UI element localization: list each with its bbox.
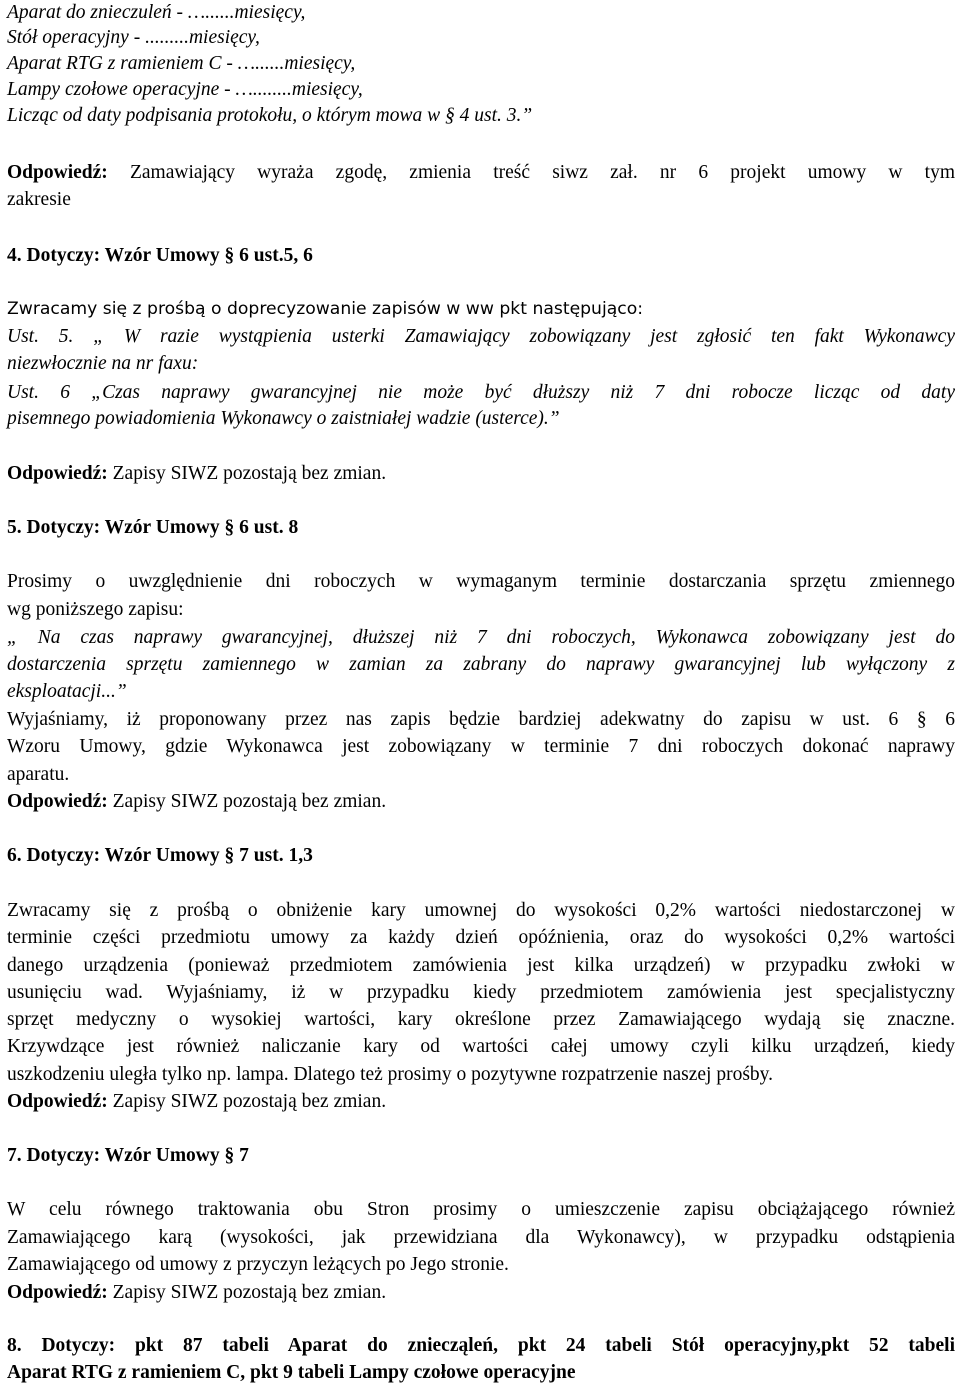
answer-q4 <box>7 460 955 487</box>
q8-heading-line2: Aparat RTG z ramieniem C, pkt 9 tabeli Lampy czołowe operacyjne <box>7 1362 576 1383</box>
answer-q3-line2: zakresie <box>7 189 71 210</box>
q4-intro: Zwracamy się z prośbą o doprecyzowanie zapisów w ww pkt następująco: <box>7 299 644 319</box>
answer-q5 <box>7 788 955 815</box>
list-line-4: Lampy czołowe operacyjne - …........miesięcy, <box>7 79 363 100</box>
list-line-1: Aparat do znieczuleń - …......miesięcy, <box>7 2 306 23</box>
q6-line: terminie części przedmiotu umowy za każdy dzień opóźnienia, oraz do wysokości 0,2% wartości <box>7 927 955 948</box>
list-line-2: Stół operacyjny - .........miesięcy, <box>7 27 260 48</box>
q7-line: Zamawiającego od umowy z przyczyn leżących po Jego stronie. <box>7 1254 509 1275</box>
q6-line: Zwracamy się z prośbą o obniżenie kary umownej do wysokości 0,2% wartości niedostarczonej w <box>7 900 955 921</box>
answer-q6 <box>7 1088 955 1115</box>
answer-text: Zapisy SIWZ pozostają bez zmian. <box>112 1091 387 1112</box>
q6-line: Krzywdzące jest również naliczanie kary od wartości całej umowy czyli kilku urządzeń, kiedy <box>7 1036 955 1057</box>
q5-expl1: Wyjaśniamy, iż proponowany przez nas zapis będzie bardziej adekwatny do zapisu w ust. 6 § 6 <box>7 709 955 730</box>
q7-heading: 7. Dotyczy: Wzór Umowy § 7 <box>7 1145 249 1166</box>
q6-line: usunięciu wad. Wyjaśniamy, iż w przypadku kiedy przedmiotem zamówienia jest specjalistyczny <box>7 982 955 1003</box>
list-line-5: Licząc od daty podpisania protokołu, o którym mowa w § 4 ust. 3.” <box>7 105 533 126</box>
answer-text: Zapisy SIWZ pozostają bez zmian. <box>112 791 387 812</box>
q6-heading: 6. Dotyczy: Wzór Umowy § 7 ust. 1,3 <box>7 845 313 866</box>
q4-heading: 4. Dotyczy: Wzór Umowy § 6 ust.5, 6 <box>7 245 313 266</box>
answer-q7 <box>7 1279 955 1306</box>
answer-q3-text: Zamawiający wyraża zgodę, zmienia treść siwz zał. nr 6 projekt umowy w tym <box>129 162 956 183</box>
q6-line: sprzęt medyczny o wysokiej wartości, kary określone przez Zamawiającego wydają się znaczne. <box>7 1009 955 1030</box>
q6-line: danego urządzenia (ponieważ przedmiotem zamówienia jest kilka urządzeń) w przypadku zwłoki w <box>7 955 955 976</box>
q4-ust6-line1: Ust. 6 „Czas naprawy gwarancyjnej nie może być dłuższy niż 7 dni robocze licząc od daty <box>7 382 955 403</box>
q6-line: uszkodzeniu uległa tylko np. lampa. Dlatego też prosimy o pozytywne rozpatrzenie naszej prośby. <box>7 1064 774 1085</box>
q5-quote1: „ Na czas naprawy gwarancyjnej, dłuższej niż 7 dni roboczych, Wykonawca zobowiązany jest do <box>7 627 955 648</box>
q4-ust6-line2: pisemnego powiadomienia Wykonawcy o zaistniałej wadzie (usterce).” <box>7 408 560 429</box>
answer-label: Odpowiedź: <box>7 1091 108 1112</box>
q5-expl2: Wzoru Umowy, gdzie Wykonawca jest zobowiązany w terminie 7 dni roboczych dokonać naprawy <box>7 736 955 757</box>
answer-q3-line1 <box>7 159 955 186</box>
q4-ust5-line1: Ust. 5. „ W razie wystąpienia usterki Zamawiający zobowiązany jest zgłosić ten fakt Wykonawcy <box>7 326 955 347</box>
list-line-3: Aparat RTG z ramieniem C - …......miesięcy, <box>7 53 356 74</box>
q7-line: W celu równego traktowania obu Stron prosimy o umieszczenie zapisu obciążającego również <box>7 1199 955 1220</box>
answer-text: Zapisy SIWZ pozostają bez zmian. <box>112 463 387 484</box>
answer-label: Odpowiedź: <box>7 1282 108 1303</box>
q8-heading-line1: 8. Dotyczy: pkt 87 tabeli Aparat do zniecząleń, pkt 24 tabeli Stół operacyjny,pkt 52 tabeli <box>7 1335 955 1356</box>
answer-label: Odpowiedź: <box>7 162 108 183</box>
q7-line: Zamawiającego karą (wysokości, jak przewidziana dla Wykonawcy), w przypadku odstąpienia <box>7 1227 955 1248</box>
q5-heading: 5. Dotyczy: Wzór Umowy § 6 ust. 8 <box>7 517 299 538</box>
q5-p1: Prosimy o uwzględnienie dni roboczych w wymaganym terminie dostarczania sprzętu zmiennego <box>7 571 955 592</box>
q5-p2: wg poniższego zapisu: <box>7 599 184 620</box>
q4-ust5-line2: niezwłocznie na nr faxu: <box>7 353 199 374</box>
answer-text: Zapisy SIWZ pozostają bez zmian. <box>112 1282 387 1303</box>
answer-label: Odpowiedź: <box>7 791 108 812</box>
q5-quote2: dostarczenia sprzętu zamiennego w zamian za zabrany do naprawy gwarancyjnej lub wyłączony z <box>7 654 955 675</box>
q5-expl3: aparatu. <box>7 764 70 785</box>
answer-label: Odpowiedź: <box>7 463 108 484</box>
q5-quote3: eksploatacji...” <box>7 681 127 702</box>
